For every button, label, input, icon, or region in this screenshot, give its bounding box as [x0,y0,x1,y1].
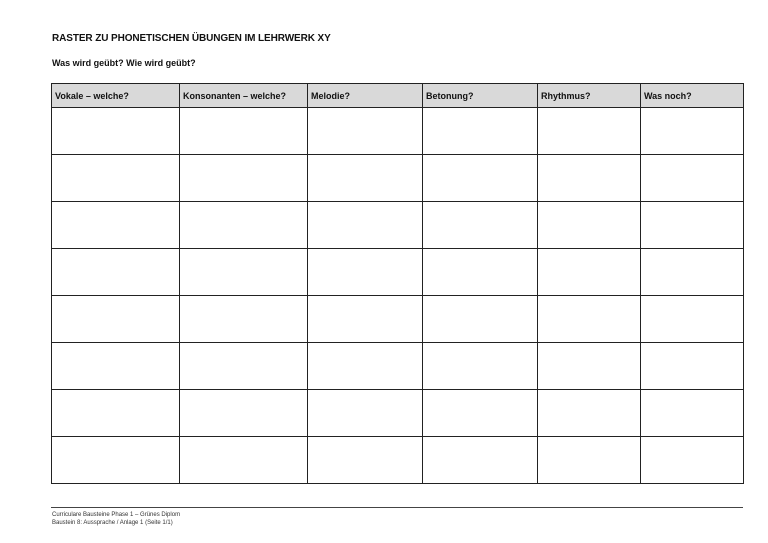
table-cell[interactable] [538,155,641,202]
table-cell[interactable] [423,296,538,343]
table-cell[interactable] [308,108,423,155]
table-cell[interactable] [538,249,641,296]
table-row [52,249,744,296]
table-row [52,202,744,249]
table-cell[interactable] [423,343,538,390]
table-cell[interactable] [538,296,641,343]
table-cell[interactable] [423,390,538,437]
table-row [52,343,744,390]
header-was-noch: Was noch? [641,84,744,108]
footer-line-2: Baustein 8: Aussprache / Anlage 1 (Seite 1/1) [52,520,173,526]
table-cell[interactable] [180,202,308,249]
page-footer [52,511,180,527]
table-cell[interactable] [180,390,308,437]
table-cell[interactable] [538,108,641,155]
phonetics-grid-table [51,83,744,484]
table-cell[interactable] [52,437,180,484]
table-header-row [52,84,744,108]
table-cell[interactable] [180,249,308,296]
table-cell[interactable] [538,202,641,249]
table-row [52,437,744,484]
table-cell[interactable] [52,155,180,202]
table-cell[interactable] [641,390,744,437]
table-cell[interactable] [423,155,538,202]
table-row [52,390,744,437]
table-cell[interactable] [423,249,538,296]
table-cell[interactable] [52,343,180,390]
footer-line-1: Curriculare Bausteine Phase 1 – Grünes Diplom [52,512,181,518]
table-cell[interactable] [423,202,538,249]
table-row [52,155,744,202]
table-cell[interactable] [641,437,744,484]
header-melodie: Melodie? [308,84,423,108]
table-cell[interactable] [180,437,308,484]
table-cell[interactable] [52,202,180,249]
document-subtitle: Was wird geübt? Wie wird geübt? [52,58,196,68]
table-cell[interactable] [423,108,538,155]
table-cell[interactable] [308,296,423,343]
header-konsonanten: Konsonanten – welche? [180,84,308,108]
table-cell[interactable] [308,390,423,437]
table-cell[interactable] [538,390,641,437]
table-cell[interactable] [180,296,308,343]
header-rhythmus: Rhythmus? [538,84,641,108]
table-cell[interactable] [641,155,744,202]
table-cell[interactable] [538,343,641,390]
table-cell[interactable] [423,437,538,484]
document-title: RASTER ZU PHONETISCHEN ÜBUNGEN IM LEHRWERK XY [52,33,331,44]
table-cell[interactable] [641,108,744,155]
table-body [52,108,744,484]
table-cell[interactable] [52,108,180,155]
table-cell[interactable] [538,437,641,484]
table-cell[interactable] [308,202,423,249]
header-vokale: Vokale – welche? [52,84,180,108]
table-cell[interactable] [308,343,423,390]
table-row [52,296,744,343]
table-cell[interactable] [52,249,180,296]
table-row [52,108,744,155]
table-cell[interactable] [308,437,423,484]
table-cell[interactable] [308,155,423,202]
table-cell[interactable] [180,343,308,390]
table-cell[interactable] [180,108,308,155]
header-betonung: Betonung? [423,84,538,108]
table-cell[interactable] [52,296,180,343]
table-cell[interactable] [641,296,744,343]
table-cell[interactable] [641,343,744,390]
table-cell[interactable] [180,155,308,202]
table-cell[interactable] [641,249,744,296]
table-cell[interactable] [52,390,180,437]
table-cell[interactable] [308,249,423,296]
footer-divider [51,507,743,508]
table-cell[interactable] [641,202,744,249]
